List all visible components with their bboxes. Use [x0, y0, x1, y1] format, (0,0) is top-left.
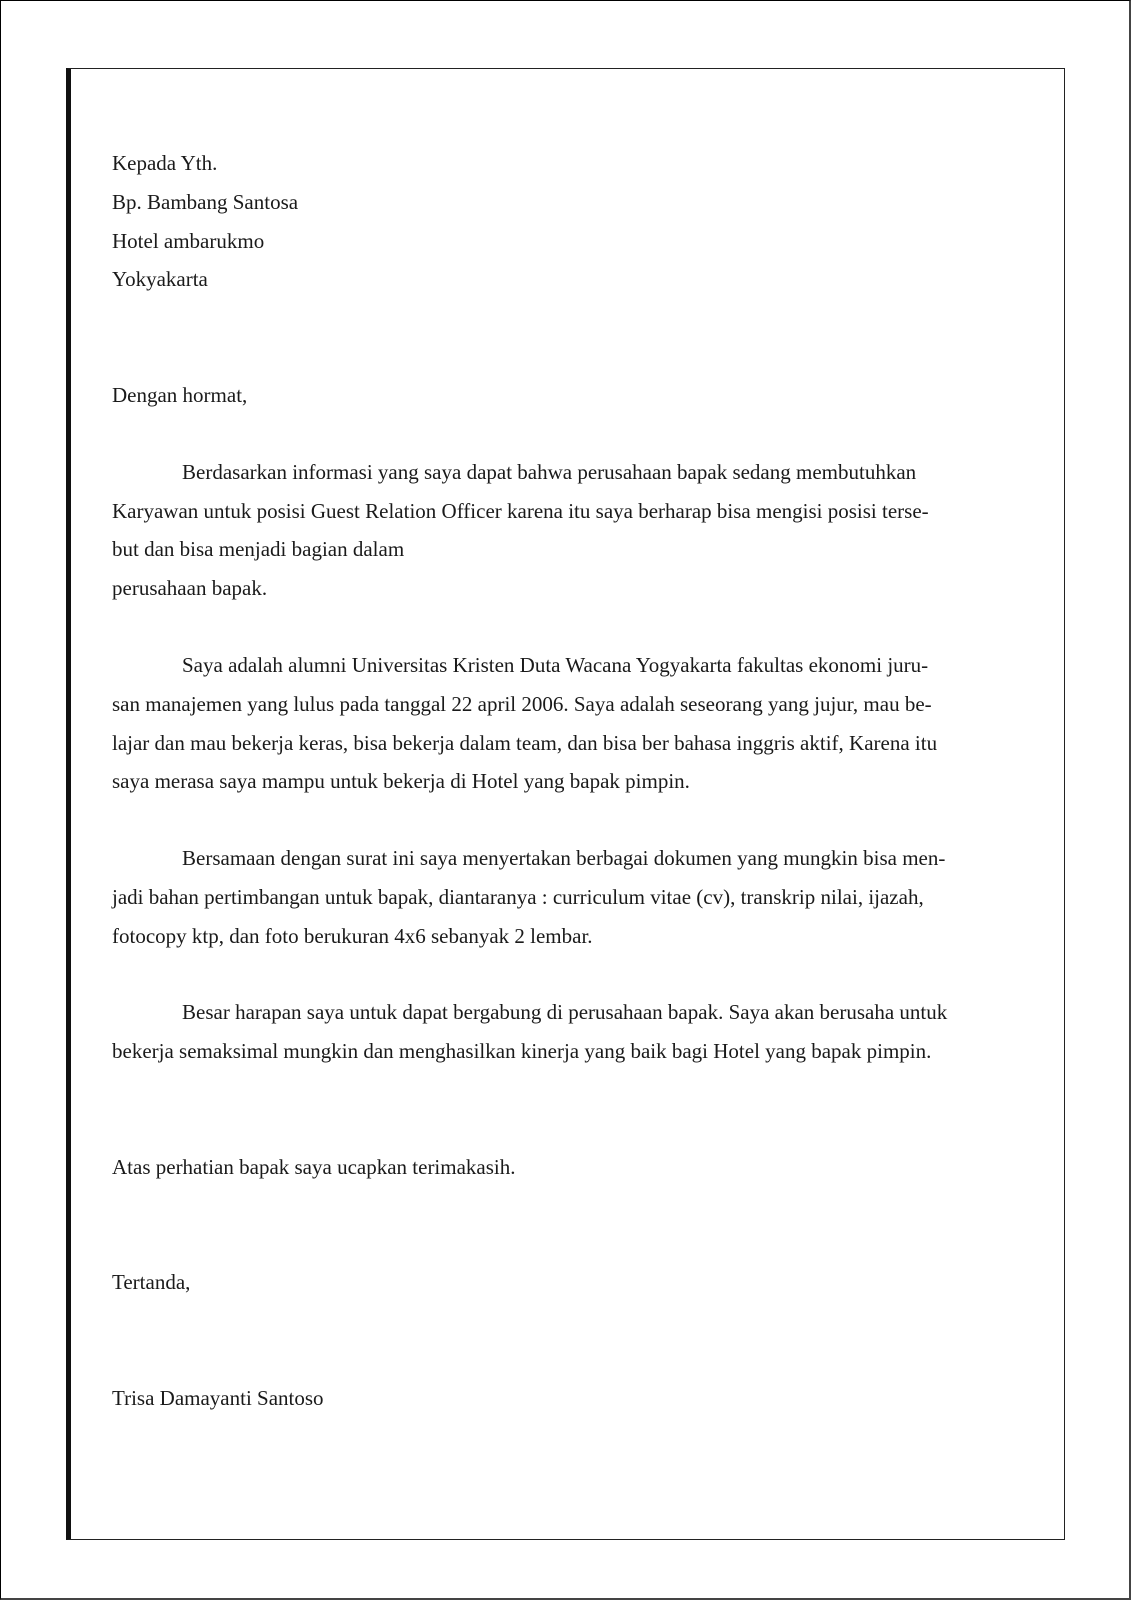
letter-page-frame [66, 68, 1065, 1540]
paragraph-line: saya merasa saya mampu untuk bekerja di Hotel yang bapak pimpin. [112, 769, 690, 793]
paragraph-line: san manajemen yang lulus pada tanggal 22 april 2006. Saya adalah seseorang yang jujur, mau be- [112, 692, 932, 716]
paragraph-line: jadi bahan pertimbangan untuk bapak, diantaranya : curriculum vitae (cv), transkrip nilai, ijazah, [112, 885, 924, 909]
recipient-hotel: Hotel ambarukmo [112, 229, 265, 253]
recipient-name: Bp. Bambang Santosa [112, 190, 299, 214]
closing-line: Atas perhatian bapak saya ucapkan terimakasih. [112, 1155, 516, 1179]
paragraph-line: Besar harapan saya untuk dapat bergabung di perusahaan bapak. Saya akan berusaha untuk [182, 1000, 948, 1024]
paragraph-line: Berdasarkan informasi yang saya dapat bahwa perusahaan bapak sedang membutuhkan [182, 460, 917, 484]
paragraph-line: lajar dan mau bekerja keras, bisa bekerja dalam team, dan bisa ber bahasa inggris aktif, Karena itu [112, 731, 938, 755]
paragraph-line: Bersamaan dengan surat ini saya menyertakan berbagai dokumen yang mungkin bisa men- [182, 846, 946, 870]
signoff: Tertanda, [112, 1270, 191, 1294]
paragraph-line: fotocopy ktp, dan foto berukuran 4x6 sebanyak 2 lembar. [112, 924, 593, 948]
salutation: Dengan hormat, [112, 383, 248, 407]
paragraph-line: Karyawan untuk posisi Guest Relation Officer karena itu saya berharap bisa mengisi posisi terse- [112, 499, 929, 523]
signature-name: Trisa Damayanti Santoso [112, 1386, 324, 1410]
paragraph-line: perusahaan bapak. [112, 576, 268, 600]
paragraph-line: bekerja semaksimal mungkin dan menghasilkan kinerja yang baik bagi Hotel yang bapak pimpin. [112, 1039, 932, 1063]
paragraph-line: but dan bisa menjadi bagian dalam [112, 537, 405, 561]
recipient-line: Kepada Yth. [112, 151, 218, 175]
paragraph-line: Saya adalah alumni Universitas Kristen Duta Wacana Yogyakarta fakultas ekonomi juru- [182, 653, 929, 677]
recipient-city: Yokyakarta [112, 267, 208, 291]
